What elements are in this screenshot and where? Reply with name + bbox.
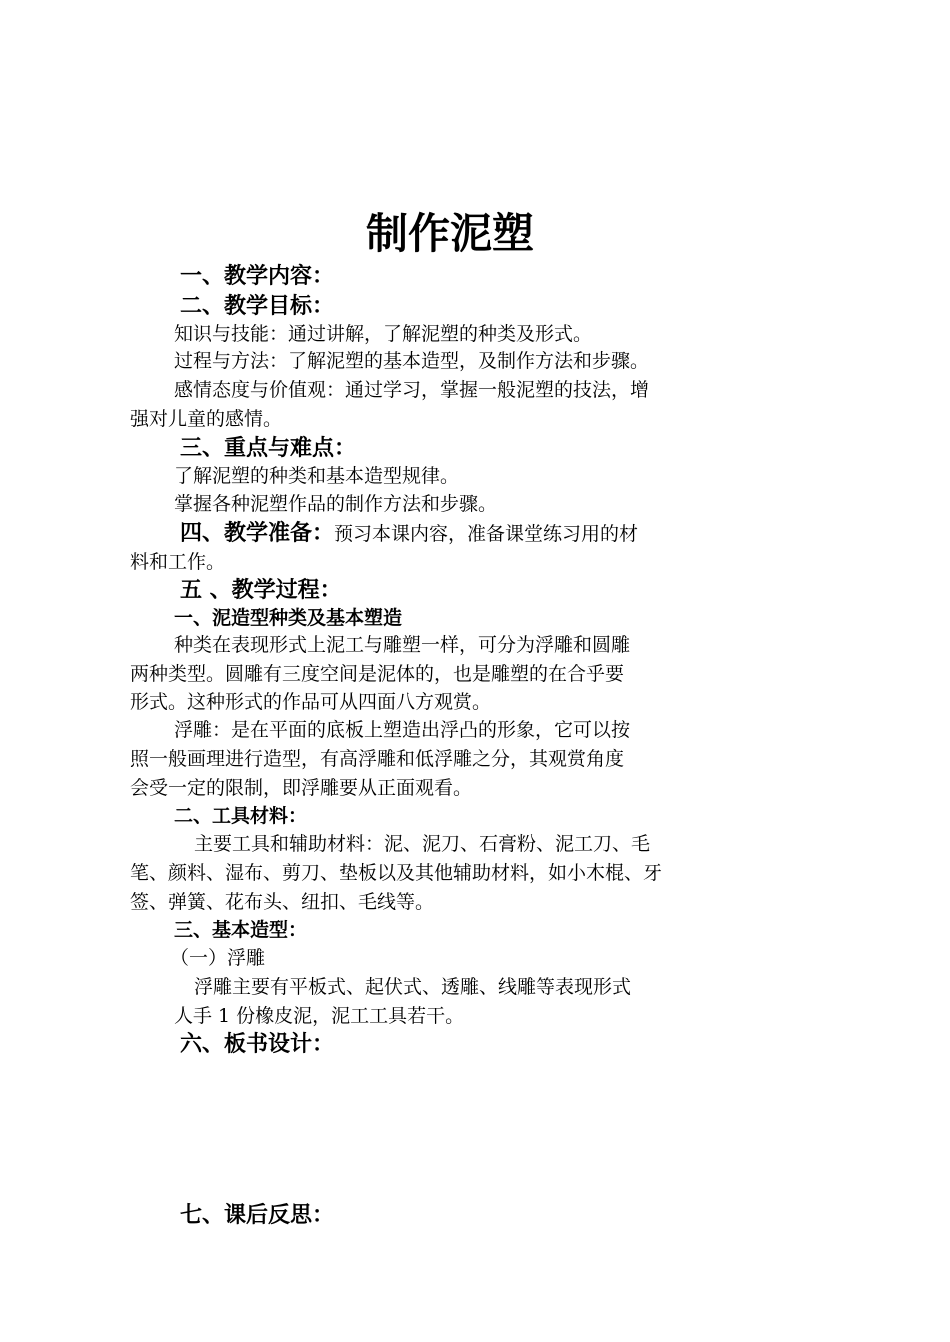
paragraph-line: 签、弹簧、花布头、纽扣、毛线等。 [130,891,435,913]
section-heading-process: 五 、教学过程： [180,578,342,603]
keypoint-line: 掌握各种泥塑作品的制作方法和步骤。 [174,493,498,515]
paragraph-line: 人手 1 份橡皮泥，泥工工具若干。 [174,1005,465,1027]
sub-item-relief: （一）浮雕 [170,947,266,969]
section-heading-goals: 二、教学目标： [180,294,335,319]
goal-line: 过程与方法：了解泥塑的基本造型，及制作方法和步骤。 [174,350,650,372]
prep-line [130,519,692,549]
keypoint-line: 了解泥塑的种类和基本造型规律。 [174,465,460,487]
sub-heading-modeling: 三、基本造型： [174,919,308,941]
prep-line-2: 料和工作。 [130,551,226,573]
sub-heading-tools: 二、工具材料： [174,805,308,827]
paragraph-line: 形式。这种形式的作品可从四面八方观赏。 [130,691,492,713]
goal-line: 强对儿童的感情。 [130,408,283,430]
sub-heading-types: 一、泥造型种类及基本塑造 [174,607,403,629]
goal-line: 感情态度与价值观：通过学习，掌握一般泥塑的技法，增 [174,379,650,401]
paragraph-line: 浮雕：是在平面的底板上塑造出浮凸的形象，它可以按 [174,719,631,741]
section-heading-content: 一、教学内容： [180,264,335,289]
paragraph-line: 两种类型。圆雕有三度空间是泥体的，也是雕塑的在合乎要 [130,663,625,685]
goal-line: 知识与技能：通过讲解，了解泥塑的种类及形式。 [174,323,593,345]
paragraph-line: 会受一定的限制，即浮雕要从正面观看。 [130,777,473,799]
page-title: 制作泥塑 [365,209,534,258]
paragraph-line: 照一般画理进行造型，有高浮雕和低浮雕之分，其观赏角度 [130,748,625,770]
paragraph-line: 主要工具和辅助材料：泥、泥刀、石膏粉、泥工刀、毛 [194,833,651,855]
paragraph-line: 种类在表现形式上泥工与雕塑一样，可分为浮雕和圆雕 [174,634,631,656]
section-heading-keypoints: 三、重点与难点： [180,436,357,461]
paragraph-line: 笔、颜料、湿布、剪刀、垫板以及其他辅助材料，如小木棍、牙 [130,862,663,884]
section-heading-prep: 四、教学准备： [180,521,335,546]
section-heading-board: 六、板书设计： [180,1032,335,1057]
section-heading-reflection: 七、课后反思： [180,1203,335,1228]
prep-text: 预习本课内容，准备课堂练习用的材 [334,523,639,545]
paragraph-line: 浮雕主要有平板式、起伏式、透雕、线雕等表现形式 [194,976,632,998]
